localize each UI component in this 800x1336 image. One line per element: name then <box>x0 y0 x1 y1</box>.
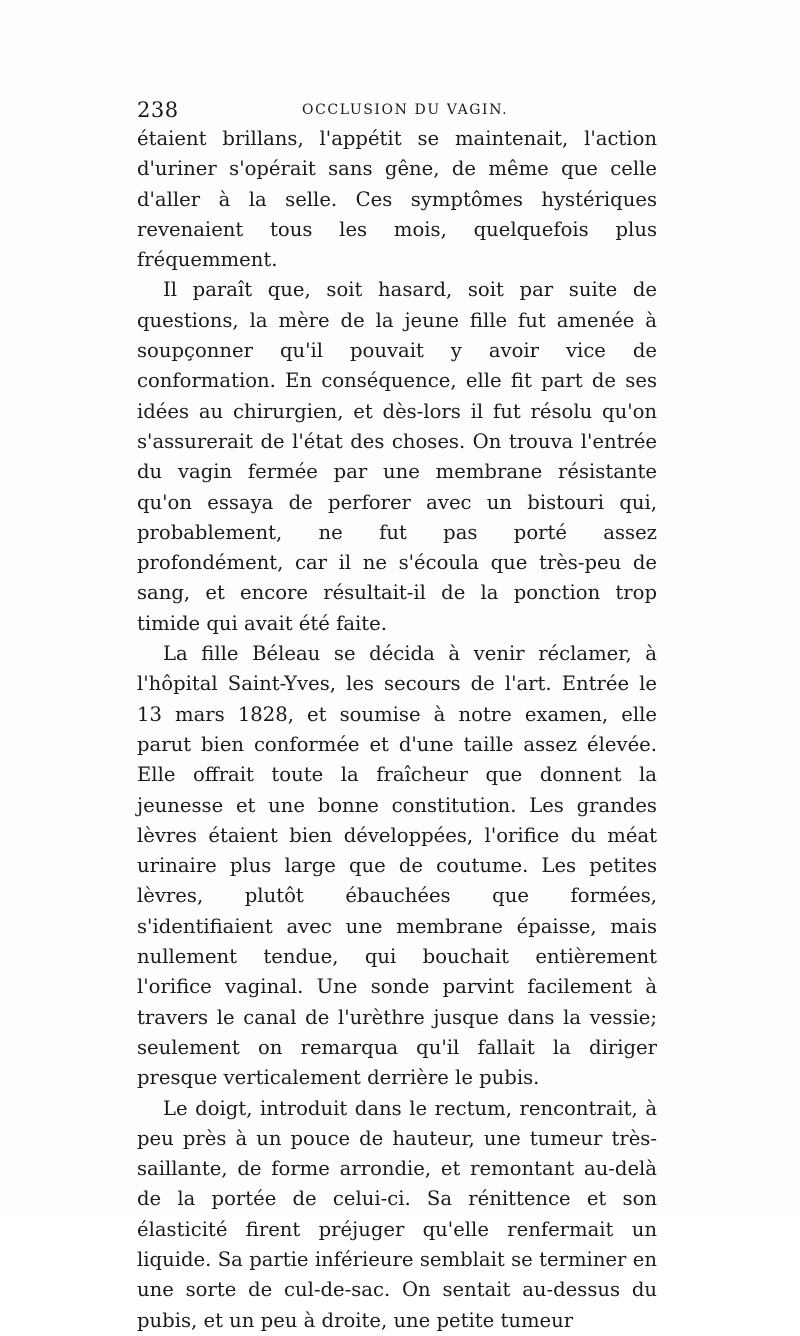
page-header <box>137 98 682 124</box>
paragraph-conformation: Il paraît que, soit hasard, soit par suite de questions, la mère de la jeune fille fut amenée à soupçonner qu'il pouvait y avoir vice de conformation. En conséquence, elle fit part de ses idées au chirurgien, et dès-lors il fut résolu qu'on s'assurerait de l'état des choses. On trouva l'entrée du vagin fermée par une membrane résistante qu'on essaya de perforer avec un bistouri qui, probablement, ne fut pas porté assez profondément, car il ne s'écoula que très-peu de sang, et encore résultait-il de la ponction trop timide qui avait été faite. <box>137 278 657 635</box>
body-text <box>137 124 657 1336</box>
running-title: OCCLUSION DU VAGIN. <box>302 102 509 118</box>
page-number: 238 <box>137 98 179 122</box>
paragraph-continuation: étaient brillans, l'appétit se maintenait, l'action d'uriner s'opérait sans gêne, de même que celle d'aller à la selle. Ces symptômes hystériques revenaient tous les mois, quelquefois plus fréquemment. <box>137 127 657 272</box>
paragraph-examination: La fille Béleau se décida à venir réclamer, à l'hôpital Saint-Yves, les secours de l'art. Entrée le 13 mars 1828, et soumise à notre examen, elle parut bien conformée et d'une taille assez élevée. Elle offrait toute la fraîcheur que donnent la jeunesse et une bonne constitution. Les grandes lèvres étaient bien développées, l'orifice du méat urinaire plus large que de coutume. Les petites lèvres, plutôt ébauchées que formées, s'identifiaient avec une membrane épaisse, mais nullement tendue, qui bouchait entièrement l'orifice vaginal. Une sonde parvint facilement à travers le canal de l'urèthre jusque dans la vessie; seulement on remarqua qu'il fallait la diriger presque verticalement derrière le pubis. <box>137 642 657 1090</box>
paragraph-rectal-exam: Le doigt, introduit dans le rectum, rencontrait, à peu près à un pouce de hauteur, une tumeur très-saillante, de forme arrondie, et remontant au-delà de la portée de celui-ci. Sa rénittence et son élasticité firent préjuger qu'elle renfermait un liquide. Sa partie inférieure semblait se terminer en une sorte de cul-de-sac. On sentait au-dessus du pubis, et un peu à droite, une petite tumeur <box>137 1096 657 1332</box>
